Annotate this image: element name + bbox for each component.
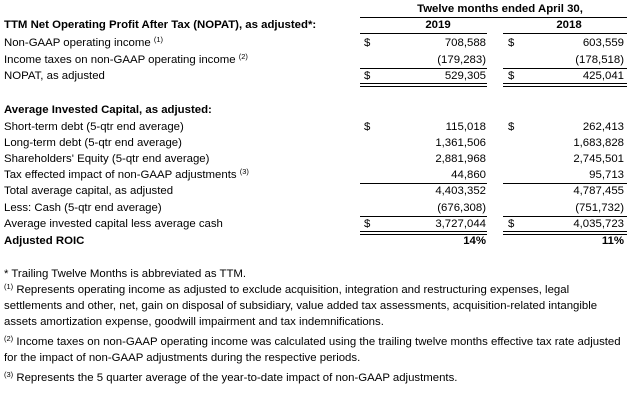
footnote-marker: (3) xyxy=(4,370,14,379)
currency-symbol: $ xyxy=(508,70,515,82)
currency-symbol: $ xyxy=(364,37,371,49)
value-2018: 11% xyxy=(601,235,624,247)
currency-symbol: $ xyxy=(364,121,371,133)
value-2019: 708,588 xyxy=(444,37,486,49)
footnote-2 xyxy=(4,334,622,366)
year-2019-underline xyxy=(360,33,487,34)
value-2019: 14% xyxy=(463,235,486,247)
currency-symbol: $ xyxy=(508,121,515,133)
value-2019: 3,727,044 xyxy=(435,218,486,230)
value-2019: 1,361,506 xyxy=(435,137,486,149)
footnote-text: Represents the 5 quarter average of the year-to-date impact of non-GAAP adjustments. xyxy=(16,372,458,384)
currency-symbol: $ xyxy=(364,218,371,230)
period-header: Twelve months ended April 30, xyxy=(417,3,583,15)
year-2018-header: 2018 xyxy=(556,19,582,31)
currency-symbol: $ xyxy=(508,218,515,230)
capital-section-title: Average Invested Capital, as adjusted: xyxy=(4,104,212,116)
value-2018: (178,518) xyxy=(575,54,624,66)
row-label: Shareholders' Equity (5-qtr end average) xyxy=(4,153,210,165)
value-2018: 95,713 xyxy=(589,169,624,181)
value-2019: (676,308) xyxy=(437,202,486,214)
row-label: Income taxes on non-GAAP operating income xyxy=(4,54,236,66)
currency-symbol: $ xyxy=(508,37,515,49)
row-label: Average invested capital less average cash xyxy=(4,218,223,230)
value-2018: 4,035,723 xyxy=(573,218,624,230)
currency-symbol: $ xyxy=(364,70,371,82)
value-2019: 44,860 xyxy=(451,169,486,181)
row-label: Adjusted ROIC xyxy=(4,235,85,247)
footnote-text: Represents operating income as adjusted to exclude acquisition, integration and restructuring expenses, legal settlements and other, net, gain on disposal of subsidiary, value added tax assessments, acquisition-related intangible assets amortization expense, goodwill impairment and tax indemnifications. xyxy=(4,284,598,328)
total-double-line-2019 xyxy=(360,83,487,87)
footnote-marker: (2) xyxy=(238,52,248,61)
year-2018-underline xyxy=(503,33,627,34)
value-2018: 603,559 xyxy=(582,37,624,49)
footnote-marker: (2) xyxy=(4,334,14,343)
value-2019: (179,283) xyxy=(437,54,486,66)
value-2019: 4,403,352 xyxy=(435,185,486,197)
value-2018: 425,041 xyxy=(582,70,624,82)
value-2018: 262,413 xyxy=(582,121,624,133)
footnote-marker: (1) xyxy=(4,282,14,291)
row-label: NOPAT, as adjusted xyxy=(4,70,105,82)
row-label: Less: Cash (5-qtr end average) xyxy=(4,202,162,214)
value-2019: 2,881,968 xyxy=(435,153,486,165)
value-2019: 529,305 xyxy=(444,70,486,82)
row-label: Short-term debt (5-qtr end average) xyxy=(4,121,184,133)
row-label: Total average capital, as adjusted xyxy=(4,185,174,197)
value-2018: 2,745,501 xyxy=(573,153,624,165)
footnote-text: Income taxes on non-GAAP operating income was calculated using the trailing twelve months effective tax rate adjusted for the impact of non-GAAP adjustments during the respective periods. xyxy=(4,336,621,364)
value-2018: 4,787,455 xyxy=(573,185,624,197)
value-2018: 1,683,828 xyxy=(573,137,624,149)
total-double-line-2018 xyxy=(503,83,627,87)
footnote-marker: (1) xyxy=(153,35,164,44)
year-2019-header: 2019 xyxy=(425,19,451,31)
footnote-star: * Trailing Twelve Months is abbreviated as TTM. xyxy=(4,268,247,280)
nopat-section-title: TTM Net Operating Profit After Tax (NOPAT), as adjusted*: xyxy=(4,19,317,31)
value-2019: 115,018 xyxy=(445,121,486,133)
footnote-1 xyxy=(4,282,622,330)
footnote-marker: (3) xyxy=(239,167,249,176)
row-label: Tax effected impact of non-GAAP adjustments xyxy=(4,169,237,181)
row-label: Long-term debt (5-qtr end average) xyxy=(4,137,182,149)
value-2018: (751,732) xyxy=(575,202,624,214)
footnote-3 xyxy=(4,370,622,386)
row-label: Non-GAAP operating income xyxy=(4,37,151,49)
